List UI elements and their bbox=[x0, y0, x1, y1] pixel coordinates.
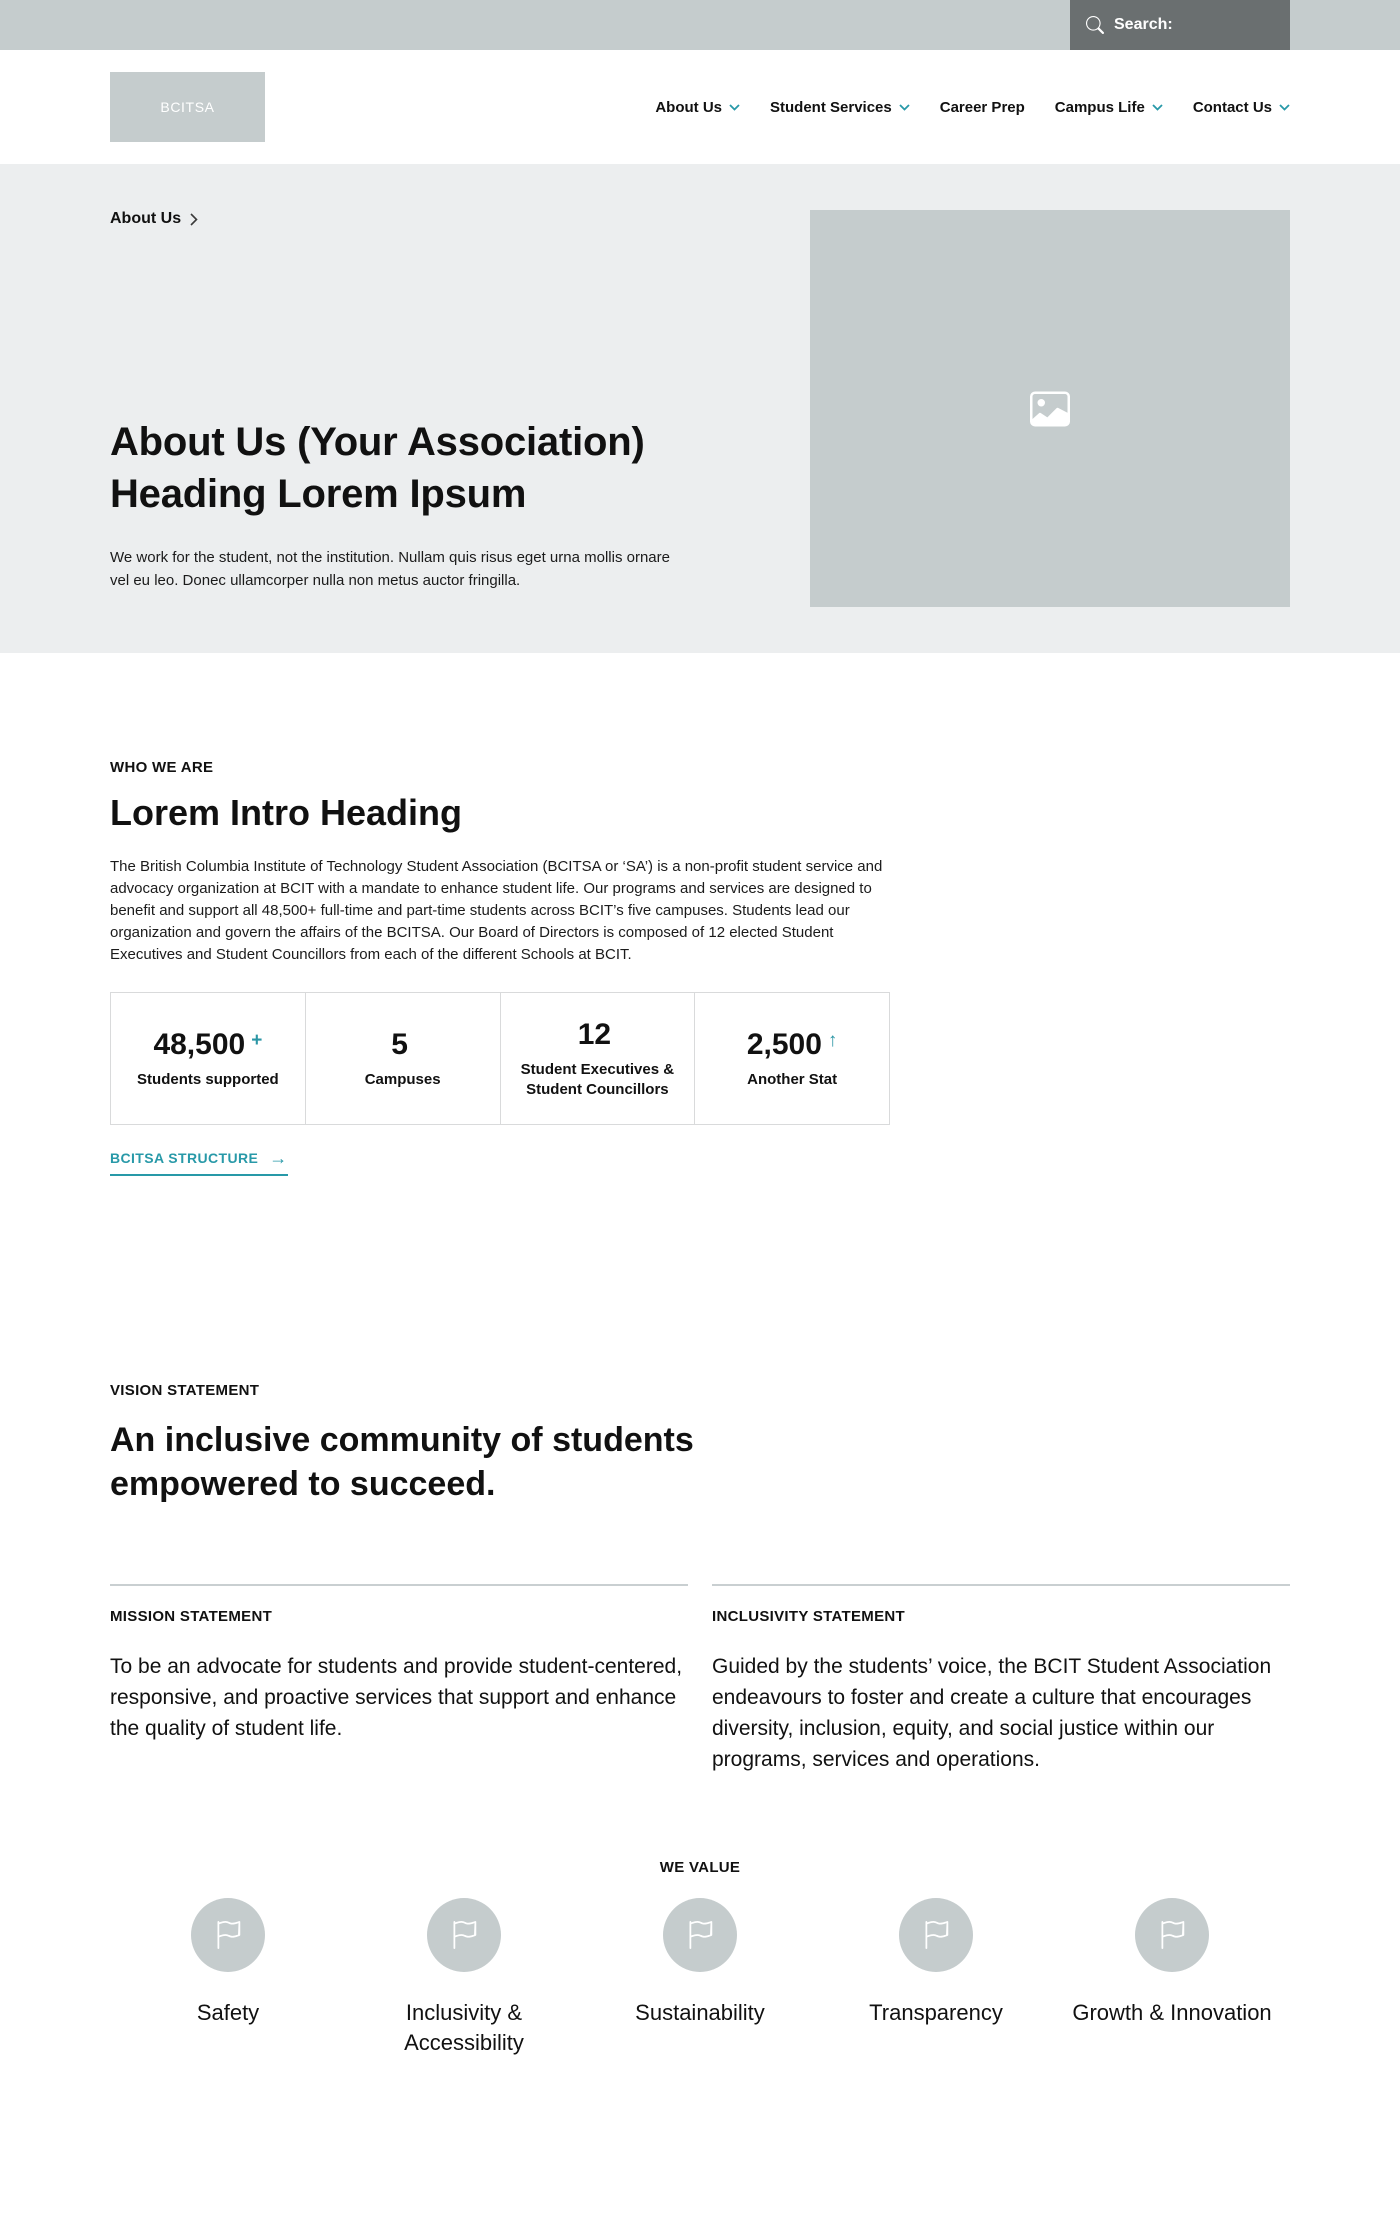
nav-label: Career Prep bbox=[939, 98, 1025, 116]
nav-label: About Us bbox=[655, 98, 723, 116]
arrow-up-icon: ↑ bbox=[827, 1029, 838, 1051]
statements-section bbox=[110, 1584, 1290, 1775]
who-we-are-section bbox=[110, 759, 1290, 1176]
stat-cell-another-stat bbox=[695, 992, 890, 1125]
plus-icon: + bbox=[251, 1029, 263, 1051]
intro-heading: Lorem Intro Heading bbox=[110, 792, 463, 833]
value-circle bbox=[899, 1898, 973, 1972]
chevron-down-icon bbox=[729, 104, 740, 111]
value-label: Inclusivity & Accessibility bbox=[404, 2000, 524, 2055]
inclusivity-eyebrow: INCLUSIVITY STATEMENT bbox=[712, 1608, 905, 1626]
who-we-are-eyebrow: WHO WE ARE bbox=[110, 759, 214, 776]
stat-label: Another Stat bbox=[747, 1070, 838, 1088]
stat-cell-students-supported bbox=[110, 992, 306, 1125]
chevron-right-icon bbox=[190, 213, 198, 226]
nav-item-student-services[interactable] bbox=[770, 99, 910, 116]
stats-table bbox=[110, 992, 890, 1125]
search-icon bbox=[1086, 16, 1104, 34]
stat-label: Student Executives & Student Councillors bbox=[520, 1060, 675, 1098]
stat-value: 12 bbox=[577, 1017, 612, 1051]
stat-number bbox=[391, 1028, 414, 1061]
stat-value: 5 bbox=[391, 1027, 408, 1061]
mission-text: To be an advocate for students and provide student-centered, responsive, and proactive services that support and enhance the quality of student life. bbox=[110, 1655, 683, 1741]
flag-icon bbox=[450, 1921, 478, 1949]
logo-text: BCITSA bbox=[160, 99, 215, 115]
stat-label: Campuses bbox=[364, 1070, 441, 1088]
hero-subtitle: We work for the student, not the institution. Nullam quis risus eget urna mollis ornare vel eu leo. Donec ullamcorper nulla non metus auctor fringilla. bbox=[110, 549, 670, 590]
nav-label: Student Services bbox=[770, 98, 892, 116]
value-item-safety bbox=[110, 1898, 346, 2057]
breadcrumb-label: About Us bbox=[110, 210, 182, 227]
vision-eyebrow: VISION STATEMENT bbox=[110, 1382, 260, 1399]
inclusivity-text: Guided by the students’ voice, the BCIT Student Association endeavours to foster and create a culture that encourages diversity, inclusion, equity, and social justice within our programs, services and operations. bbox=[712, 1655, 1272, 1772]
vision-section bbox=[110, 1382, 1290, 1506]
value-label: Sustainability bbox=[635, 2000, 765, 2026]
stat-label: Students supported bbox=[137, 1070, 279, 1088]
inclusivity-statement bbox=[712, 1584, 1290, 1775]
flag-icon bbox=[686, 1921, 714, 1949]
image-icon bbox=[1030, 389, 1070, 429]
search-box[interactable] bbox=[1070, 0, 1290, 50]
chevron-down-icon bbox=[899, 104, 910, 111]
stat-number bbox=[747, 1028, 838, 1061]
bcitsa-structure-link[interactable] bbox=[110, 1149, 288, 1176]
nav-label: Campus Life bbox=[1054, 98, 1145, 116]
chevron-down-icon bbox=[1152, 104, 1163, 111]
site-header bbox=[0, 50, 1400, 164]
breadcrumb[interactable] bbox=[110, 210, 198, 228]
flag-icon bbox=[922, 1921, 950, 1949]
bcitsa-structure-label: BCITSA STRUCTURE bbox=[110, 1150, 259, 1166]
stat-number bbox=[578, 1018, 617, 1051]
mission-eyebrow: MISSION STATEMENT bbox=[110, 1608, 273, 1626]
stat-number bbox=[153, 1028, 262, 1061]
value-label: Safety bbox=[196, 2000, 260, 2026]
main-content bbox=[0, 759, 1400, 2057]
values-eyebrow: WE VALUE bbox=[659, 1859, 741, 1877]
value-circle bbox=[663, 1898, 737, 1972]
nav-item-contact-us[interactable] bbox=[1193, 99, 1290, 116]
hero-image-placeholder bbox=[810, 210, 1290, 607]
intro-body: The British Columbia Institute of Technology Student Association (BCITSA or ‘SA’) is a non-profit student service and advocacy organization at BCIT with a mandate to enhance student life. Our programs and services are designed to benefit and support all 48,500+ full-time and part-time students across BCIT’s five campuses. Students lead our organization and govern the affairs of the BCITSA. Our Board of Directors is composed of 12 elected Student Executives and Student Councillors from each of the different Schools at BCIT. bbox=[110, 858, 883, 963]
value-circle bbox=[1135, 1898, 1209, 1972]
mission-statement bbox=[110, 1584, 688, 1775]
nav-label: Contact Us bbox=[1192, 98, 1272, 116]
stat-value: 48,500 bbox=[153, 1027, 246, 1061]
stat-value: 2,500 bbox=[746, 1027, 822, 1061]
flag-icon bbox=[214, 1921, 242, 1949]
nav-item-about-us[interactable] bbox=[655, 99, 740, 116]
value-label: Transparency bbox=[869, 2000, 1003, 2026]
search-label: Search: bbox=[1114, 16, 1173, 33]
vision-heading: An inclusive community of students empowered to succeed. bbox=[110, 1421, 694, 1503]
value-label: Growth & Innovation bbox=[1072, 2000, 1272, 2026]
value-circle bbox=[427, 1898, 501, 1972]
value-item-transparency bbox=[818, 1898, 1054, 2057]
value-item-inclusivity-accessibility bbox=[346, 1898, 582, 2057]
value-circle bbox=[191, 1898, 265, 1972]
page-title: About Us (Your Association) Heading Lorem Ipsum bbox=[110, 420, 645, 516]
nav-item-career-prep[interactable] bbox=[940, 99, 1025, 116]
topbar bbox=[0, 0, 1400, 50]
logo[interactable] bbox=[110, 72, 265, 142]
values-row bbox=[110, 1898, 1290, 2057]
hero-section bbox=[0, 164, 1400, 653]
flag-icon bbox=[1158, 1921, 1186, 1949]
stat-cell-executives bbox=[501, 992, 696, 1125]
main-nav bbox=[655, 99, 1290, 116]
nav-item-campus-life[interactable] bbox=[1055, 99, 1163, 116]
stat-cell-campuses bbox=[306, 992, 501, 1125]
arrow-right-icon: → bbox=[269, 1148, 288, 1168]
chevron-down-icon bbox=[1279, 104, 1290, 111]
values-section bbox=[110, 1859, 1290, 2057]
value-item-growth-innovation bbox=[1054, 1898, 1290, 2057]
value-item-sustainability bbox=[582, 1898, 818, 2057]
